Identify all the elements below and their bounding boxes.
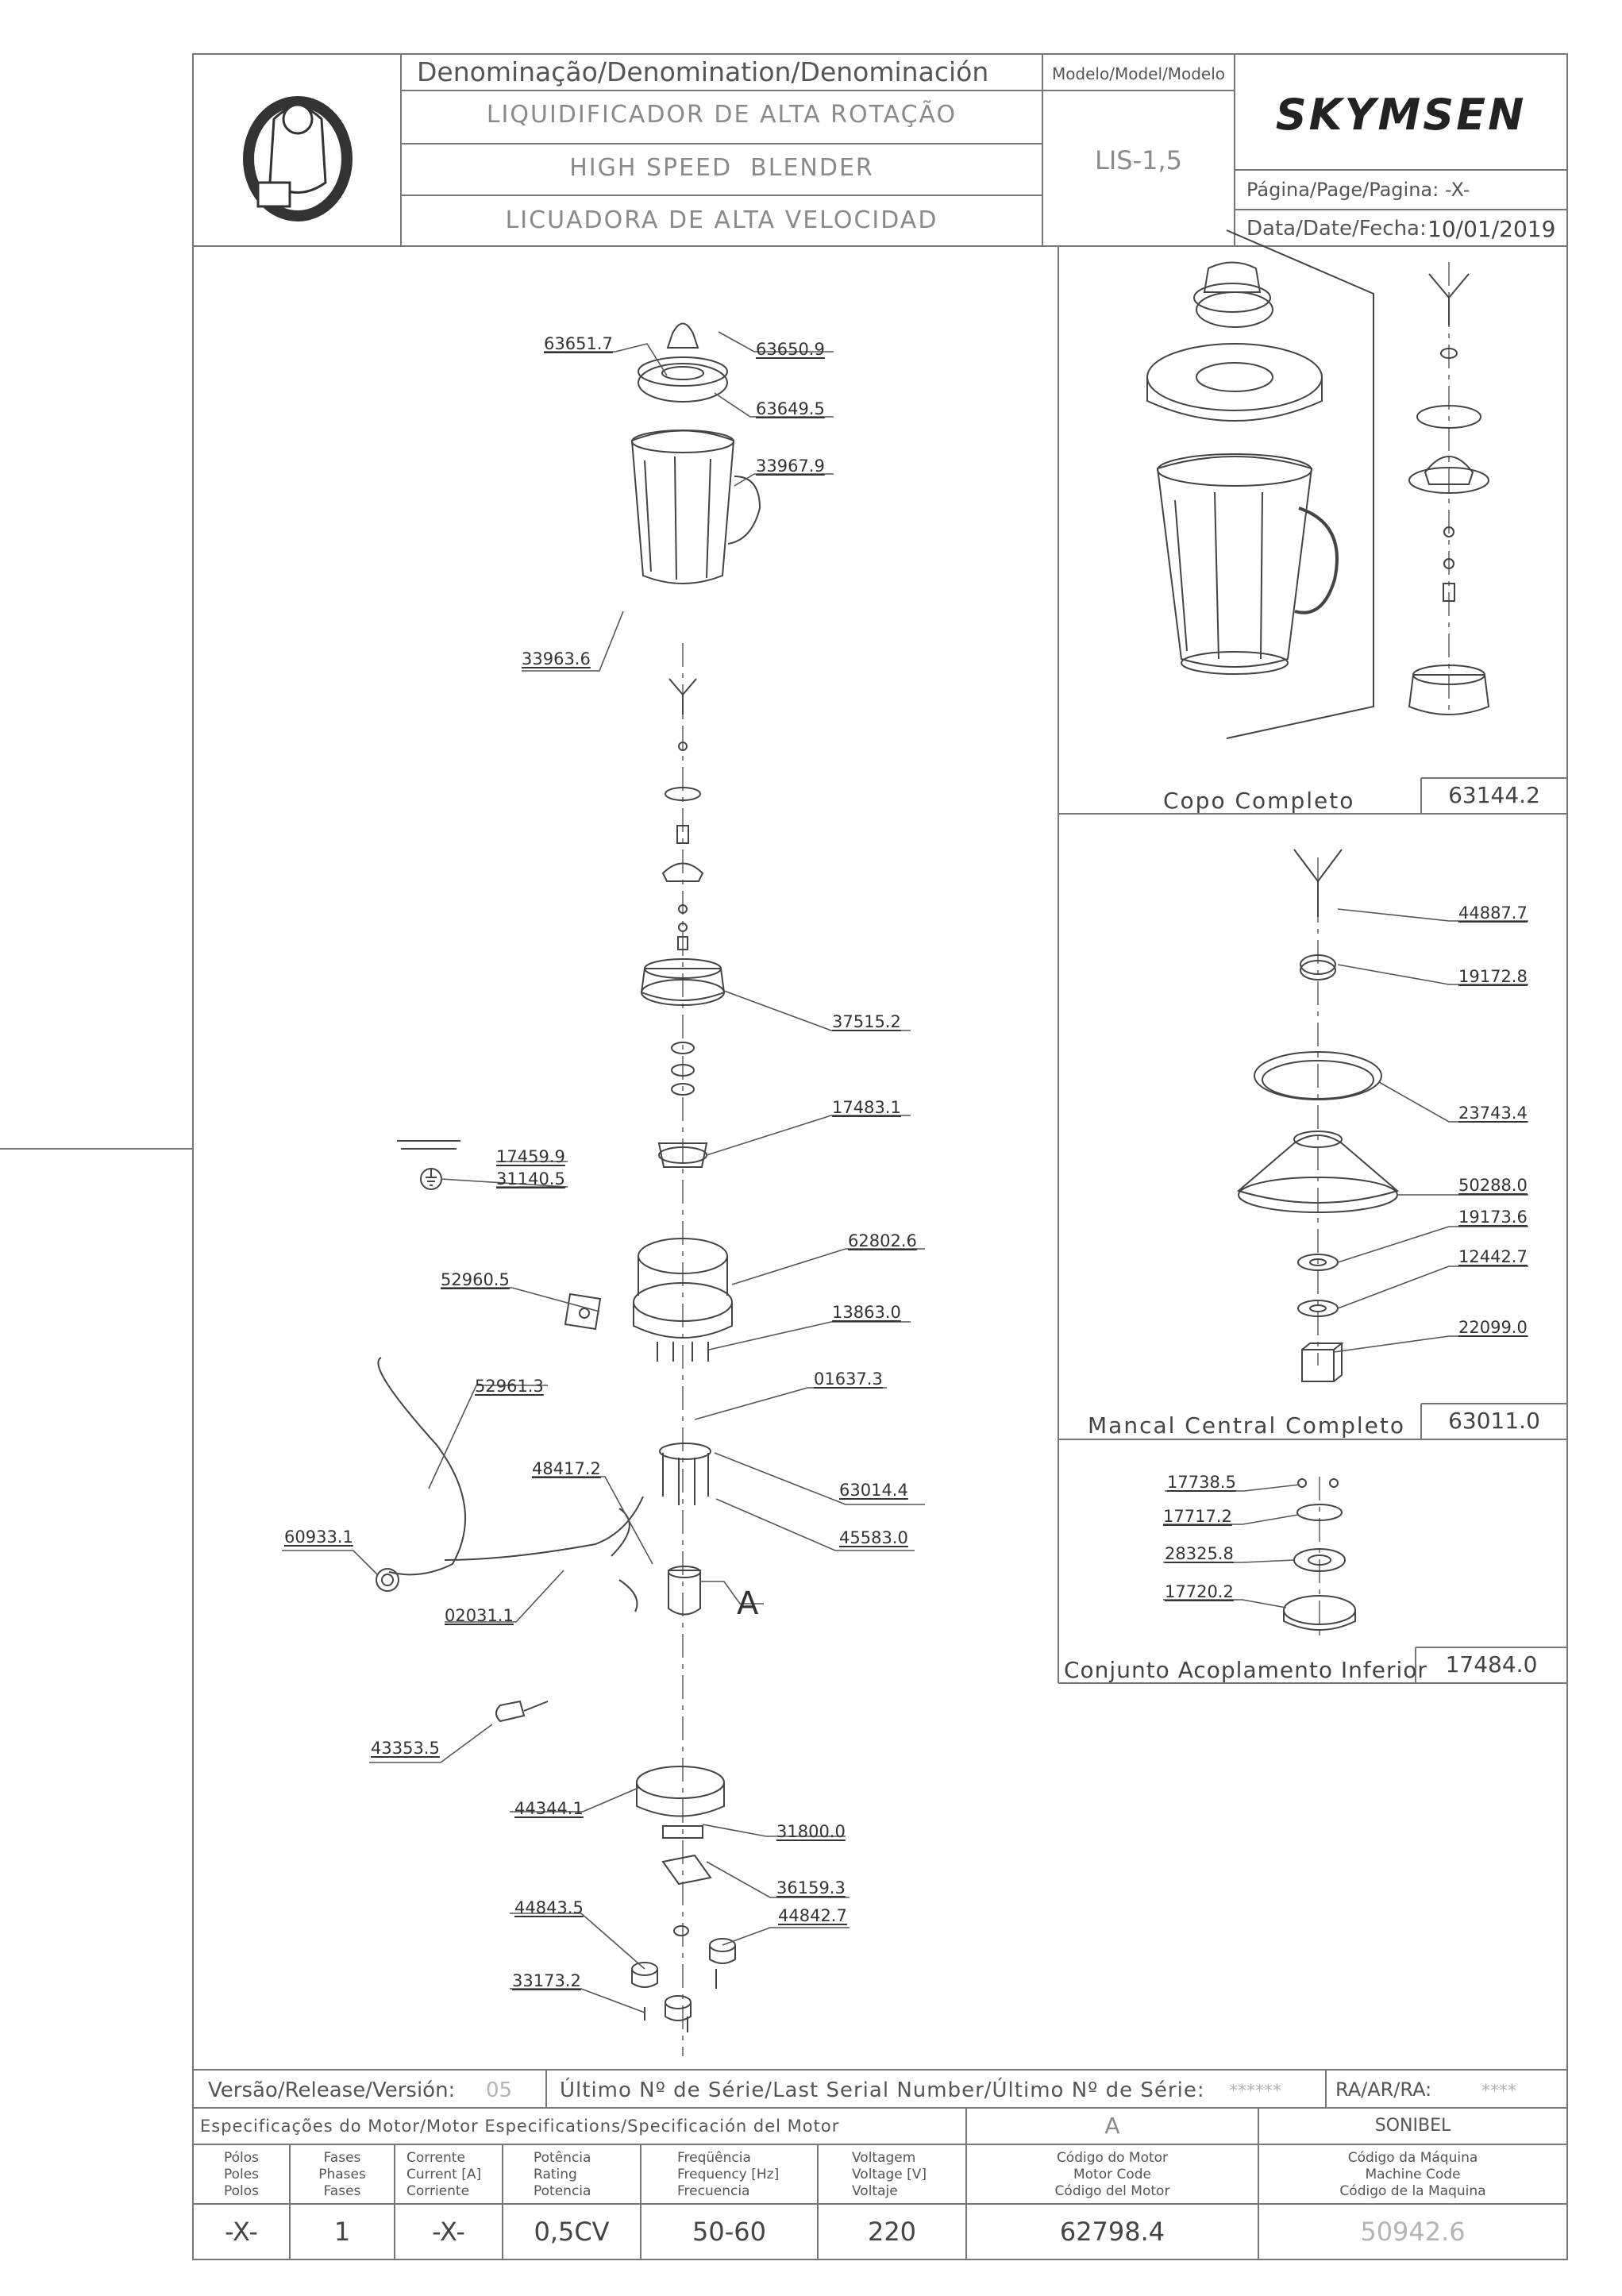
product-name-es: LICUADORA DE ALTA VELOCIDAD xyxy=(505,206,938,234)
part-number: 63649.5 xyxy=(756,399,825,418)
part-number: 19172.8 xyxy=(1458,967,1528,986)
spec-value: 62798.4 xyxy=(1059,2217,1165,2247)
product-name-en: HIGH SPEED BLENDER xyxy=(569,154,874,182)
spec-value: 1 xyxy=(333,2217,351,2247)
part-number: 31140.5 xyxy=(496,1169,565,1188)
part-number: 13863.0 xyxy=(832,1303,901,1322)
version-value: 05 xyxy=(486,2078,513,2102)
date-label: Data/Date/Fecha: xyxy=(1246,217,1427,241)
serial-value: ****** xyxy=(1229,2082,1281,2101)
seal-logo xyxy=(202,57,389,245)
ra-value: **** xyxy=(1481,2082,1516,2101)
part-number: 52961.3 xyxy=(475,1377,544,1396)
acoplamento-title: Conjunto Acoplamento Inferior xyxy=(1064,1657,1427,1683)
serial-label: Último Nº de Série/Last Serial Number/Último Nº de Série: xyxy=(560,2078,1205,2102)
model-label: Modelo/Model/Modelo xyxy=(1051,64,1226,83)
part-number: 17717.2 xyxy=(1163,1507,1232,1526)
part-number: 62802.6 xyxy=(848,1231,917,1250)
motor-col-a: A xyxy=(1104,2113,1120,2139)
date-value: 10/01/2019 xyxy=(1427,216,1556,242)
mancal-code: 63011.0 xyxy=(1448,1408,1540,1434)
page-value: -X- xyxy=(1445,179,1470,201)
copo-code: 63144.2 xyxy=(1448,782,1540,808)
copo-title: Copo Completo xyxy=(1163,788,1355,814)
part-number: 17738.5 xyxy=(1167,1473,1236,1492)
product-name-pt: LIQUIDIFICADOR DE ALTA ROTAÇÃO xyxy=(486,101,957,129)
part-number: 43353.5 xyxy=(371,1739,440,1758)
part-number: 01637.3 xyxy=(814,1370,883,1389)
part-number: 12442.7 xyxy=(1458,1247,1528,1266)
part-number: 60933.1 xyxy=(284,1527,353,1547)
part-number: 63651.7 xyxy=(544,334,613,353)
part-number: 50288.0 xyxy=(1458,1176,1528,1195)
part-number: 44887.7 xyxy=(1458,903,1528,923)
part-number: 17459.9 xyxy=(496,1147,565,1166)
part-number: 33967.9 xyxy=(756,457,825,476)
part-number: 44344.1 xyxy=(514,1799,584,1818)
mancal-title: Mancal Central Completo xyxy=(1088,1412,1405,1439)
part-number: 37515.2 xyxy=(832,1012,901,1031)
exploded-parts-drawing: Denominação/Denomination/Denominación LIQUIDIFICADOR DE ALTA ROTAÇÃO HIGH SPEED BLENDER LICUADORA DE ALTA VELOCIDAD Modelo/Model/Modelo LIS-1,5 SKYMSEN Página/Page/Pagina: -X- Data/Date/Fecha: 10/01/2019 63651.7 63650.9 63649.5 33967.9 33963.6 37515.2 17483.1 17459.9 31140.5 62802.6 52960.5 13863.0 01637.3 52961.3 48417.2 63014.4 45583.0 60933.1 02031.1 43353.5 44344.1 31800.0 36159.3 44843.5 44842.7 33173.2 A Copo Completo 63144.2 Mancal Central Completo 63011.0 44887.7 19172.8 23743.4 50288.0 19173.6 12442.7 22099.0 Conjunto Acoplamento Inferior 17484.0 17738.5 17717.2 28325.8 17720.2 Versão/Release/Versión: 05 Último Nº de Série/Last Serial Number/Último Nº de Série: ****** RA/AR/RA: **** Especificações do Motor/Motor Especifications/Specificación del Motor A SONIBEL Pólos Poles Polos -X- Fases Phases Fases 1 Corrente Current [A] Corriente -X- Potência Rating Potencia 0,5CV Freqüência Frequency [Hz] Frecuencia 50-60 Voltagem Voltage [V] Voltaje 220 Código do Motor Motor Code Código del Motor 62798.4 Código da Máquina Machine Code Código de la Maquina 50942.6 xyxy=(0,0,1622,2296)
version-label: Versão/Release/Versión: xyxy=(208,2078,456,2102)
motor-spec-label: Especificações do Motor/Motor Especifications/Specificación del Motor xyxy=(200,2117,840,2136)
spec-value: 50942.6 xyxy=(1360,2217,1466,2247)
part-number: 45583.0 xyxy=(839,1528,908,1547)
spec-value: -X- xyxy=(432,2217,465,2247)
spec-value: -X- xyxy=(225,2217,258,2247)
part-number: 17720.2 xyxy=(1165,1582,1234,1601)
denomination-label: Denominação/Denomination/Denominación xyxy=(417,56,989,87)
part-number: 33963.6 xyxy=(522,649,591,668)
detail-label: A xyxy=(737,1585,759,1622)
part-number: 17483.1 xyxy=(832,1098,901,1117)
part-number: 19173.6 xyxy=(1458,1208,1528,1227)
brand-logo: SKYMSEN xyxy=(1275,90,1527,140)
spec-value: 220 xyxy=(867,2217,917,2247)
part-number: 48417.2 xyxy=(532,1459,601,1478)
page-label: Página/Page/Pagina: xyxy=(1246,179,1439,201)
part-number: 22099.0 xyxy=(1458,1318,1528,1337)
spec-value: 50-60 xyxy=(692,2217,766,2247)
part-number: 44842.7 xyxy=(778,1906,847,1925)
part-number: 23743.4 xyxy=(1458,1104,1528,1123)
part-number: 31800.0 xyxy=(776,1822,846,1841)
ra-label: RA/AR/RA: xyxy=(1335,2078,1432,2101)
part-number: 02031.1 xyxy=(445,1606,514,1625)
motor-col-brand: SONIBEL xyxy=(1374,2116,1451,2136)
part-number: 63650.9 xyxy=(756,340,825,359)
spec-value: 0,5CV xyxy=(534,2217,610,2247)
model-value: LIS-1,5 xyxy=(1094,145,1182,175)
part-number: 52960.5 xyxy=(441,1270,510,1289)
part-number: 28325.8 xyxy=(1165,1544,1234,1563)
part-number: 63014.4 xyxy=(839,1481,908,1500)
acoplamento-code: 17484.0 xyxy=(1445,1651,1538,1678)
part-number: 36159.3 xyxy=(776,1878,846,1897)
part-number: 33173.2 xyxy=(512,1971,581,1990)
part-number: 44843.5 xyxy=(514,1898,584,1917)
